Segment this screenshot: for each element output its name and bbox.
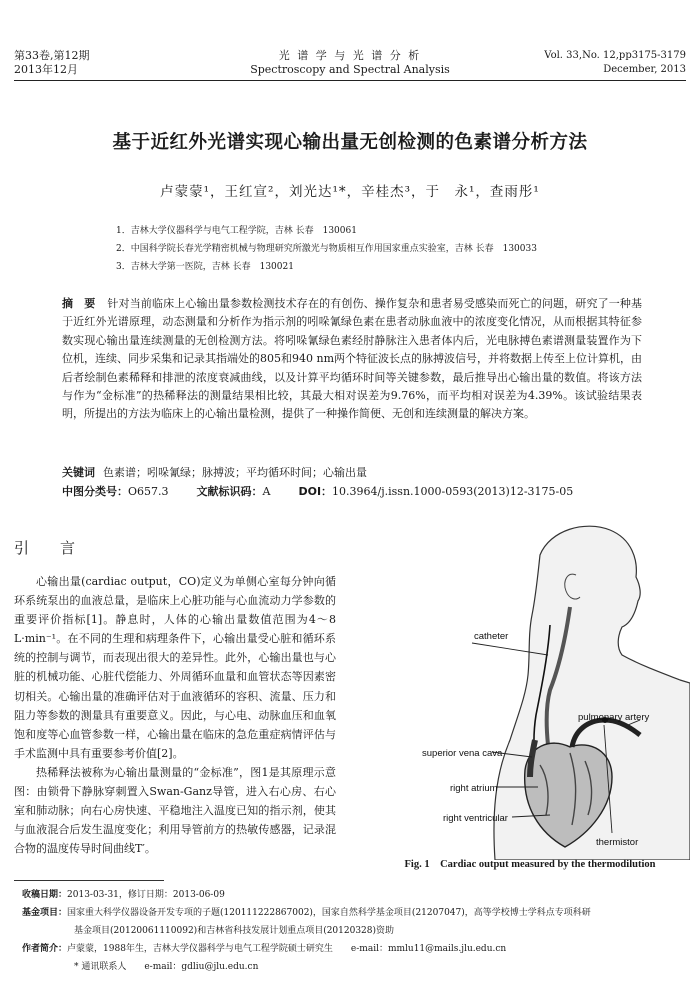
fund-line-1: 国家重大科学仪器设备开发专项的子题(120111222867002)，国家自然科学基金项目(21207047)，高等学校博士学科点专项科研: [67, 908, 591, 918]
paragraph-1: 心输出量(cardiac output，CO)定义为单侧心室每分钟向循环系统泵出的血液总量，是临床上心脏功能与心血流动力学参数的重要评价指标[1]。静息时，人体的心输出量数值范围为4～8 L·min⁻¹。在不同的生理和病理条件下，心输出量受心脏和循环系统的控制与调节，而表现出很大的差异性。此外，心输出量也与心脏的机械功能、心脏代偿能力、外周循环血量和血管状态等因素密切相关。心输出量的准确评估对于血液循环的容积、流量、压力和阻力等参数的测量具有重要意义。因此，与心电、动脉血压和血氧饱和度等心血管参数一样，心输出量在临床的急危重症病情评估与手术监测中具有重要参考价值[2]。: [14, 575, 336, 760]
received-value: 2013-03-31，修订日期：2013-06-09: [67, 890, 225, 900]
classification-line: [62, 483, 573, 499]
affiliation-2: 2．中国科学院长春光学精密机械与物理研究所激光与物质相互作用国家重点实验室，吉林 长春 130033: [116, 244, 537, 254]
fund-project: [22, 905, 690, 922]
received-date: [22, 887, 690, 904]
label-right-atrium: right atrium: [450, 783, 498, 794]
author-bio-text: 卢蒙蒙，1988年生，吉林大学仪器科学与电气工程学院硕士研究生 e-mail：mmlu11@mails.jlu.edu.cn: [67, 944, 507, 954]
received-label: 收稿日期：: [22, 890, 68, 900]
label-catheter: catheter: [474, 631, 509, 642]
volume-pages: Vol. 33,No. 12,pp3175-3179: [544, 50, 686, 61]
fund-label: 基金项目：: [22, 908, 68, 918]
doi-value: 10.3964/j.issn.1000-0593(2013)12-3175-05: [332, 485, 574, 498]
journal-name-cn: 光 谱 学 与 光 谱 分 析: [278, 49, 422, 62]
label-right-ventricular: right ventricular: [443, 813, 508, 824]
clc-value: O657.3: [128, 485, 169, 498]
affiliation-3: 3．吉林大学第一医院，吉林 长春 130021: [116, 262, 294, 272]
journal-citation: [544, 49, 686, 77]
abstract-label: 摘 要: [62, 297, 96, 310]
corresponding-author: * 通讯联系人 e-mail：gdliu@jlu.edu.cn: [74, 962, 259, 972]
figure-caption: Fig. 1 Cardiac output measured by the thermodilution: [404, 859, 656, 870]
label-thermistor: thermistor: [596, 837, 639, 848]
doc-code-value: A: [262, 485, 271, 498]
doc-code-label: 文献标识码：: [196, 485, 263, 498]
volume-issue: 第33卷,第12期: [14, 49, 90, 62]
journal-name-en: Spectroscopy and Spectral Analysis: [250, 63, 450, 76]
header-divider: [14, 80, 686, 81]
abstract-text: 针对当前临床上心输出量参数检测技术存在的有创伤、操作复杂和患者易受感染而死亡的问题，研究了一种基于近红外光谱原理，动态测量和分析作为指示剂的吲哚氰绿色素在患者动脉血液中的浓度变化情况，从而根据其特征参数实现心输出量连续测量的无创检测方法。将吲哚氰绿色素经肘静脉注入患者体内后，光电脉搏色素谱测量装置作为下位机，连续、同步采集和记录其指端处的805和940 nm两个特征波长点的脉搏波信号，并将数据上传至上位计算机，由后者绘制色素稀释和排泄的浓度衰减曲线，以及计算平均循环时间等关键参数，最后推导出心输出量的数值。将该方法与作为“金标准”的热稀释法的测量结果相比较，其最大相对误差为9.76%，而平均相对误差为4.39%。该试验结果表明，所提出的方法为临床上的心输出量检测，提供了一种操作简便、无创和连续测量的解决方案。: [62, 297, 642, 421]
author-bio: [22, 941, 690, 958]
keywords: [62, 464, 367, 480]
abstract: [62, 295, 642, 424]
label-pulmonary-artery: pulmonary artery: [578, 712, 650, 723]
paragraph-2: 热稀释法被称为心输出量测量的“金标准”，图1是其原理示意图：由锁骨下静脉穿刺置入Swan-Ganz导管，进入右心房、右心室和肺动脉；向右心房快速、平稳地注入温度已知的指示剂，使其与血液混合后发生温度变化；利用导管前方的热敏传感器，记录混合物的温度传导时间曲线T′。: [14, 765, 336, 856]
keywords-label: 关键词: [62, 466, 95, 479]
publication-month: December, 2013: [603, 64, 686, 75]
paper-title: 基于近红外光谱实现心输出量无创检测的色素谱分析方法: [112, 132, 588, 153]
affiliation-1: 1．吉林大学仪器科学与电气工程学院，吉林 长春 130061: [116, 226, 357, 236]
figure-1-illustration: [400, 515, 690, 860]
author-bio-label: 作者简介：: [22, 944, 68, 954]
footnote-divider: [14, 880, 164, 881]
fund-line-2: 基金项目(20120061110092)和吉林省科技发展计划重点项目(20120328)资助: [74, 926, 395, 936]
doi-label: DOI：: [298, 485, 333, 498]
section-heading: 引 言: [14, 539, 84, 557]
publication-date: 2013年12月: [14, 63, 78, 76]
intro-body: [14, 572, 336, 858]
author-list: 卢蒙蒙¹，王红宣²，刘光达¹*，辛桂杰³，于 永¹，查雨彤¹: [160, 184, 540, 200]
keywords-text: 色素谱；吲哚氰绿；脉搏波；平均循环时间；心输出量: [103, 466, 367, 479]
label-superior-vena-cava: superior vena cava: [422, 748, 503, 759]
clc-label: 中图分类号：: [62, 485, 128, 498]
